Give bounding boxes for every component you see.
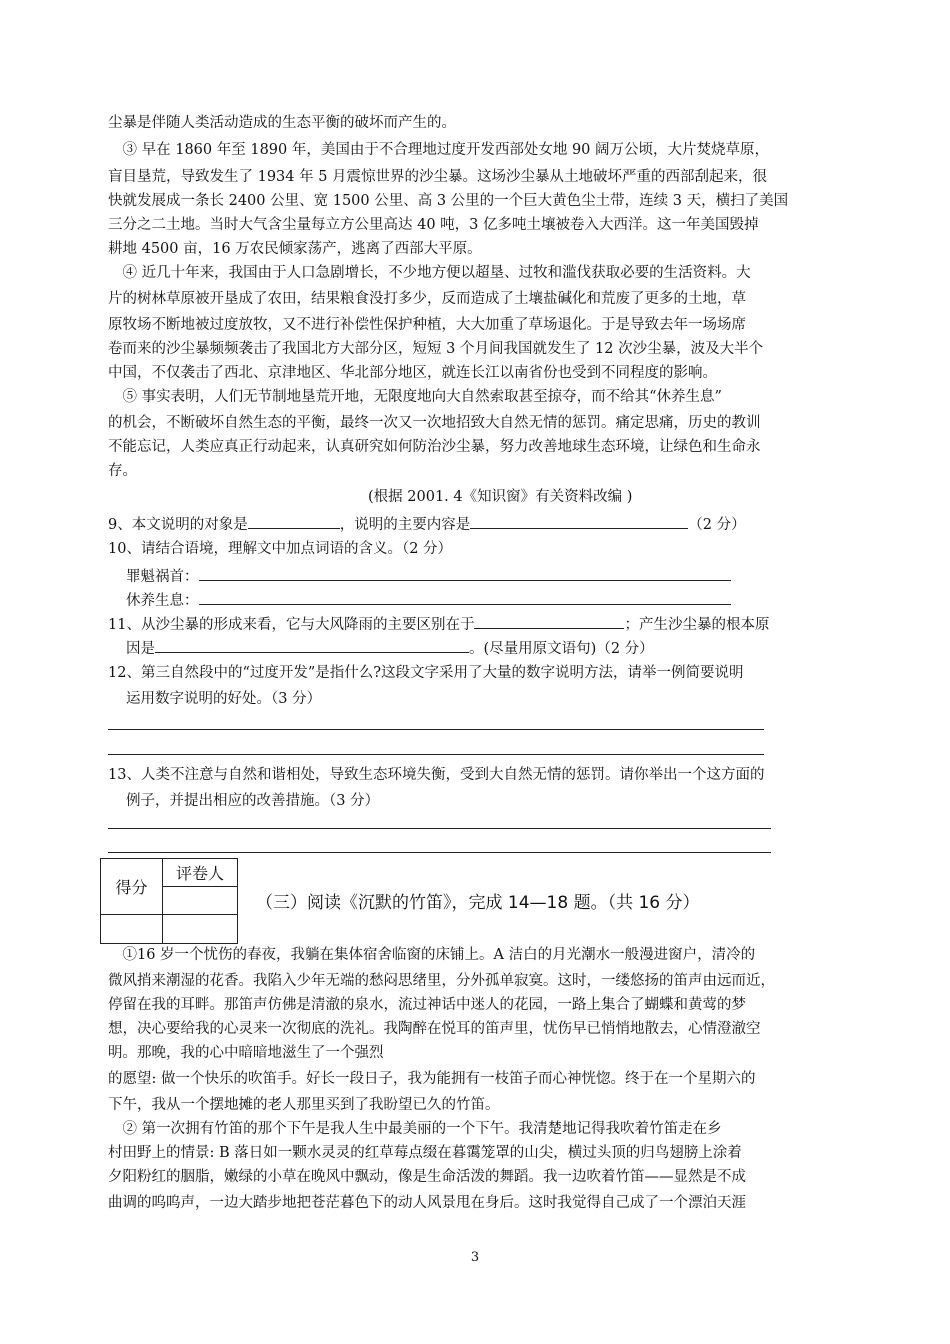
question-12-line-1: 12、第三自然段中的“过度开发”是指什么?这段文字采用了大量的数字说明方法，请举一例简要说明	[108, 665, 744, 681]
passage2-line-3: 停留在我的耳畔。那笛声仿佛是清澈的泉水，流过神话中迷人的花园，一路上集合了蝴蝶和黄莺的梦	[108, 997, 746, 1013]
passage1-line-1: 尘暴是伴随人类活动造成的生态平衡的破坏而产生的。	[108, 115, 456, 131]
question-9-answer-blank-2[interactable]	[470, 513, 688, 529]
question-11-text-d: 。(尽量用原文语句)（2 分）	[469, 641, 654, 657]
passage1-line-12: ⑤ 事实表明，人们无节制地垦荒开地，无限度地向大自然索取甚至掠夺，而不给其“休养生息”	[108, 389, 722, 405]
passage1-line-7: ④ 近几十年来，我国由于人口急剧增长，不少地方便以超垦、过牧和滥伐获取必要的生活资料。大	[108, 265, 751, 281]
passage2-line-1: ①16 岁一个忧伤的春夜，我躺在集体宿舍临窗的床铺上。A 洁白的月光潮水一般漫进窗户，清冷的	[108, 947, 756, 963]
passage1-line-10: 卷而来的沙尘暴频频袭击了我国北方大部分区，短短 3 个月间我国就发生了 12 次沙尘暴，波及大半个	[108, 341, 764, 357]
question-10-word-2-label: 休养生息：	[126, 593, 199, 609]
question-12-answer-line-2[interactable]	[108, 754, 764, 755]
question-9-answer-blank-1[interactable]	[248, 513, 340, 529]
question-11-answer-blank-1[interactable]	[474, 613, 624, 629]
passage2-line-10: 夕阳粉红的胭脂，嫩绿的小草在晚风中飘动，像是生命活泼的舞蹈。我一边吹着竹笛——显然是不成	[108, 1169, 746, 1185]
passage1-line-5: 三分之二土地。当时大气含尘量每立方公里高达 40 吨，3 亿多吨土壤被卷入大西洋。这一年美国毁掉	[108, 217, 759, 233]
passage1-line-9: 原牧场不断地被过度放牧，又不进行补偿性保护种植，大大加重了草场退化。于是导致去年一场场席	[108, 317, 746, 333]
passage2-line-4: 想，决心要给我的心灵来一次彻底的洗礼。我陶醉在悦耳的笛声里，忧伤早已悄悄地散去，心情澄澈空	[108, 1021, 761, 1037]
question-9	[108, 513, 746, 535]
score-input-cell[interactable]	[101, 915, 163, 944]
question-13-line-2: 例子，并提出相应的改善措施。（3 分）	[126, 793, 380, 809]
grader-input-cell[interactable]	[163, 887, 238, 915]
grader-label: 评卷人	[163, 859, 238, 887]
passage1-line-6: 耕地 4500 亩，16 万农民倾家荡产，逃离了西部大平原。	[108, 241, 482, 257]
passage1-line-13: 的机会，不断破坏自然生态的平衡，最终一次又一次地招致大自然无情的惩罚。痛定思痛，历史的教训	[108, 415, 761, 431]
question-11-text-b: ；产生沙尘暴的根本原	[624, 617, 770, 633]
passage2-line-7: 下午，我从一个摆地摊的老人那里买到了我盼望已久的竹笛。	[108, 1097, 500, 1113]
question-13-answer-line-1[interactable]	[108, 828, 771, 829]
question-10-word-1-label: 罪魁祸首：	[126, 569, 199, 585]
question-11-text-a: 11、从沙尘暴的形成来看，它与大风降雨的主要区别在于	[108, 617, 475, 633]
section-3-title: （三）阅读《沉默的竹笛》，完成 14—18 题。（共 16 分）	[256, 893, 700, 913]
page-number: 3	[470, 1250, 480, 1265]
question-9-points: （2 分）	[688, 517, 746, 533]
question-13-answer-line-2[interactable]	[108, 852, 771, 853]
question-9-text-b: ，说明的主要内容是	[339, 517, 471, 533]
question-10-word-1-blank[interactable]	[199, 565, 731, 581]
passage1-line-3: 盲目垦荒，导致发生了 1934 年 5 月震惊世界的沙尘暴。这场沙尘暴从土地破坏严重的西部刮起来，很	[108, 169, 768, 185]
passage1-source: (根据 2001. 4《知识窗》有关资料改编 )	[368, 489, 633, 505]
passage2-line-11: 曲调的呜呜声，一边大踏步地把苍茫暮色下的动人风景甩在身后。这时我觉得自己成了一个漂泊天涯	[108, 1195, 746, 1211]
passage2-line-6: 的愿望: 做一个快乐的吹笛手。好长一段日子，我为能拥有一枝笛子而心神恍惚。终于在一个星期六的	[108, 1071, 756, 1087]
passage1-line-11: 中国，不仅袭击了西北、京津地区、华北部分地区，就连长江以南省份也受到不同程度的影响。	[108, 365, 717, 381]
passage1-line-2: ③ 早在 1860 年至 1890 年，美国由于不合理地过度开发西部处女地 90 阔万公顷，大片焚烧草原，	[108, 142, 770, 158]
passage2-line-9: 村田野上的情景: B 落日如一颗水灵灵的红草莓点缀在暮霭笼罩的山尖，横过头顶的归鸟翅膀上涂着	[108, 1145, 742, 1161]
question-13-line-1: 13、人类不注意与自然和谐相处，导致生态环境失衡，受到大自然无情的惩罚。请你举出一个这方面的	[108, 767, 765, 783]
passage1-line-8: 片的树林草原被开垦成了农田，结果粮食没打多少，反而造成了土壤盐碱化和荒废了更多的土地，草	[108, 291, 746, 307]
question-10-word-2-blank[interactable]	[199, 589, 731, 605]
question-9-text-a: 9、本文说明的对象是	[108, 517, 248, 533]
question-10: 10、请结合语境，理解文中加点词语的含义。（2 分）	[108, 541, 453, 557]
passage2-line-8: ② 第一次拥有竹笛的那个下午是我人生中最美丽的一个下午。我清楚地记得我吹着竹笛走在乡	[108, 1121, 722, 1137]
passage1-line-14: 不能忘记，人类应真正行动起来，认真研究如何防治沙尘暴，努力改善地球生态环境，让绿色和生命永	[108, 439, 761, 455]
question-11-line-1	[108, 613, 769, 635]
question-11-line-2	[126, 637, 654, 659]
score-table	[100, 858, 238, 944]
question-10-word-2	[126, 589, 731, 611]
question-12-line-2: 运用数字说明的好处。（3 分）	[126, 691, 322, 707]
question-10-word-1	[126, 565, 731, 587]
grader-name-cell[interactable]	[163, 915, 238, 944]
passage2-line-5: 明。那晚，我的心中暗暗地滋生了一个强烈	[108, 1045, 384, 1061]
passage1-line-4: 快就发展成一条长 2400 公里、宽 1500 公里、高 3 公里的一个巨大黄色尘土带，连续 3 天，横扫了美国	[108, 193, 789, 209]
passage1-line-15: 存。	[108, 463, 137, 479]
question-12-answer-line-1[interactable]	[108, 729, 764, 730]
question-11-text-c: 因是	[126, 641, 155, 657]
question-11-answer-blank-2[interactable]	[155, 637, 469, 653]
passage2-line-2: 微风捎来潮湿的花香。我陷入少年无端的愁闷思绪里，分外孤单寂寞。这时，一缕悠扬的笛声由远而近，	[108, 973, 775, 989]
score-label: 得分	[101, 859, 163, 915]
